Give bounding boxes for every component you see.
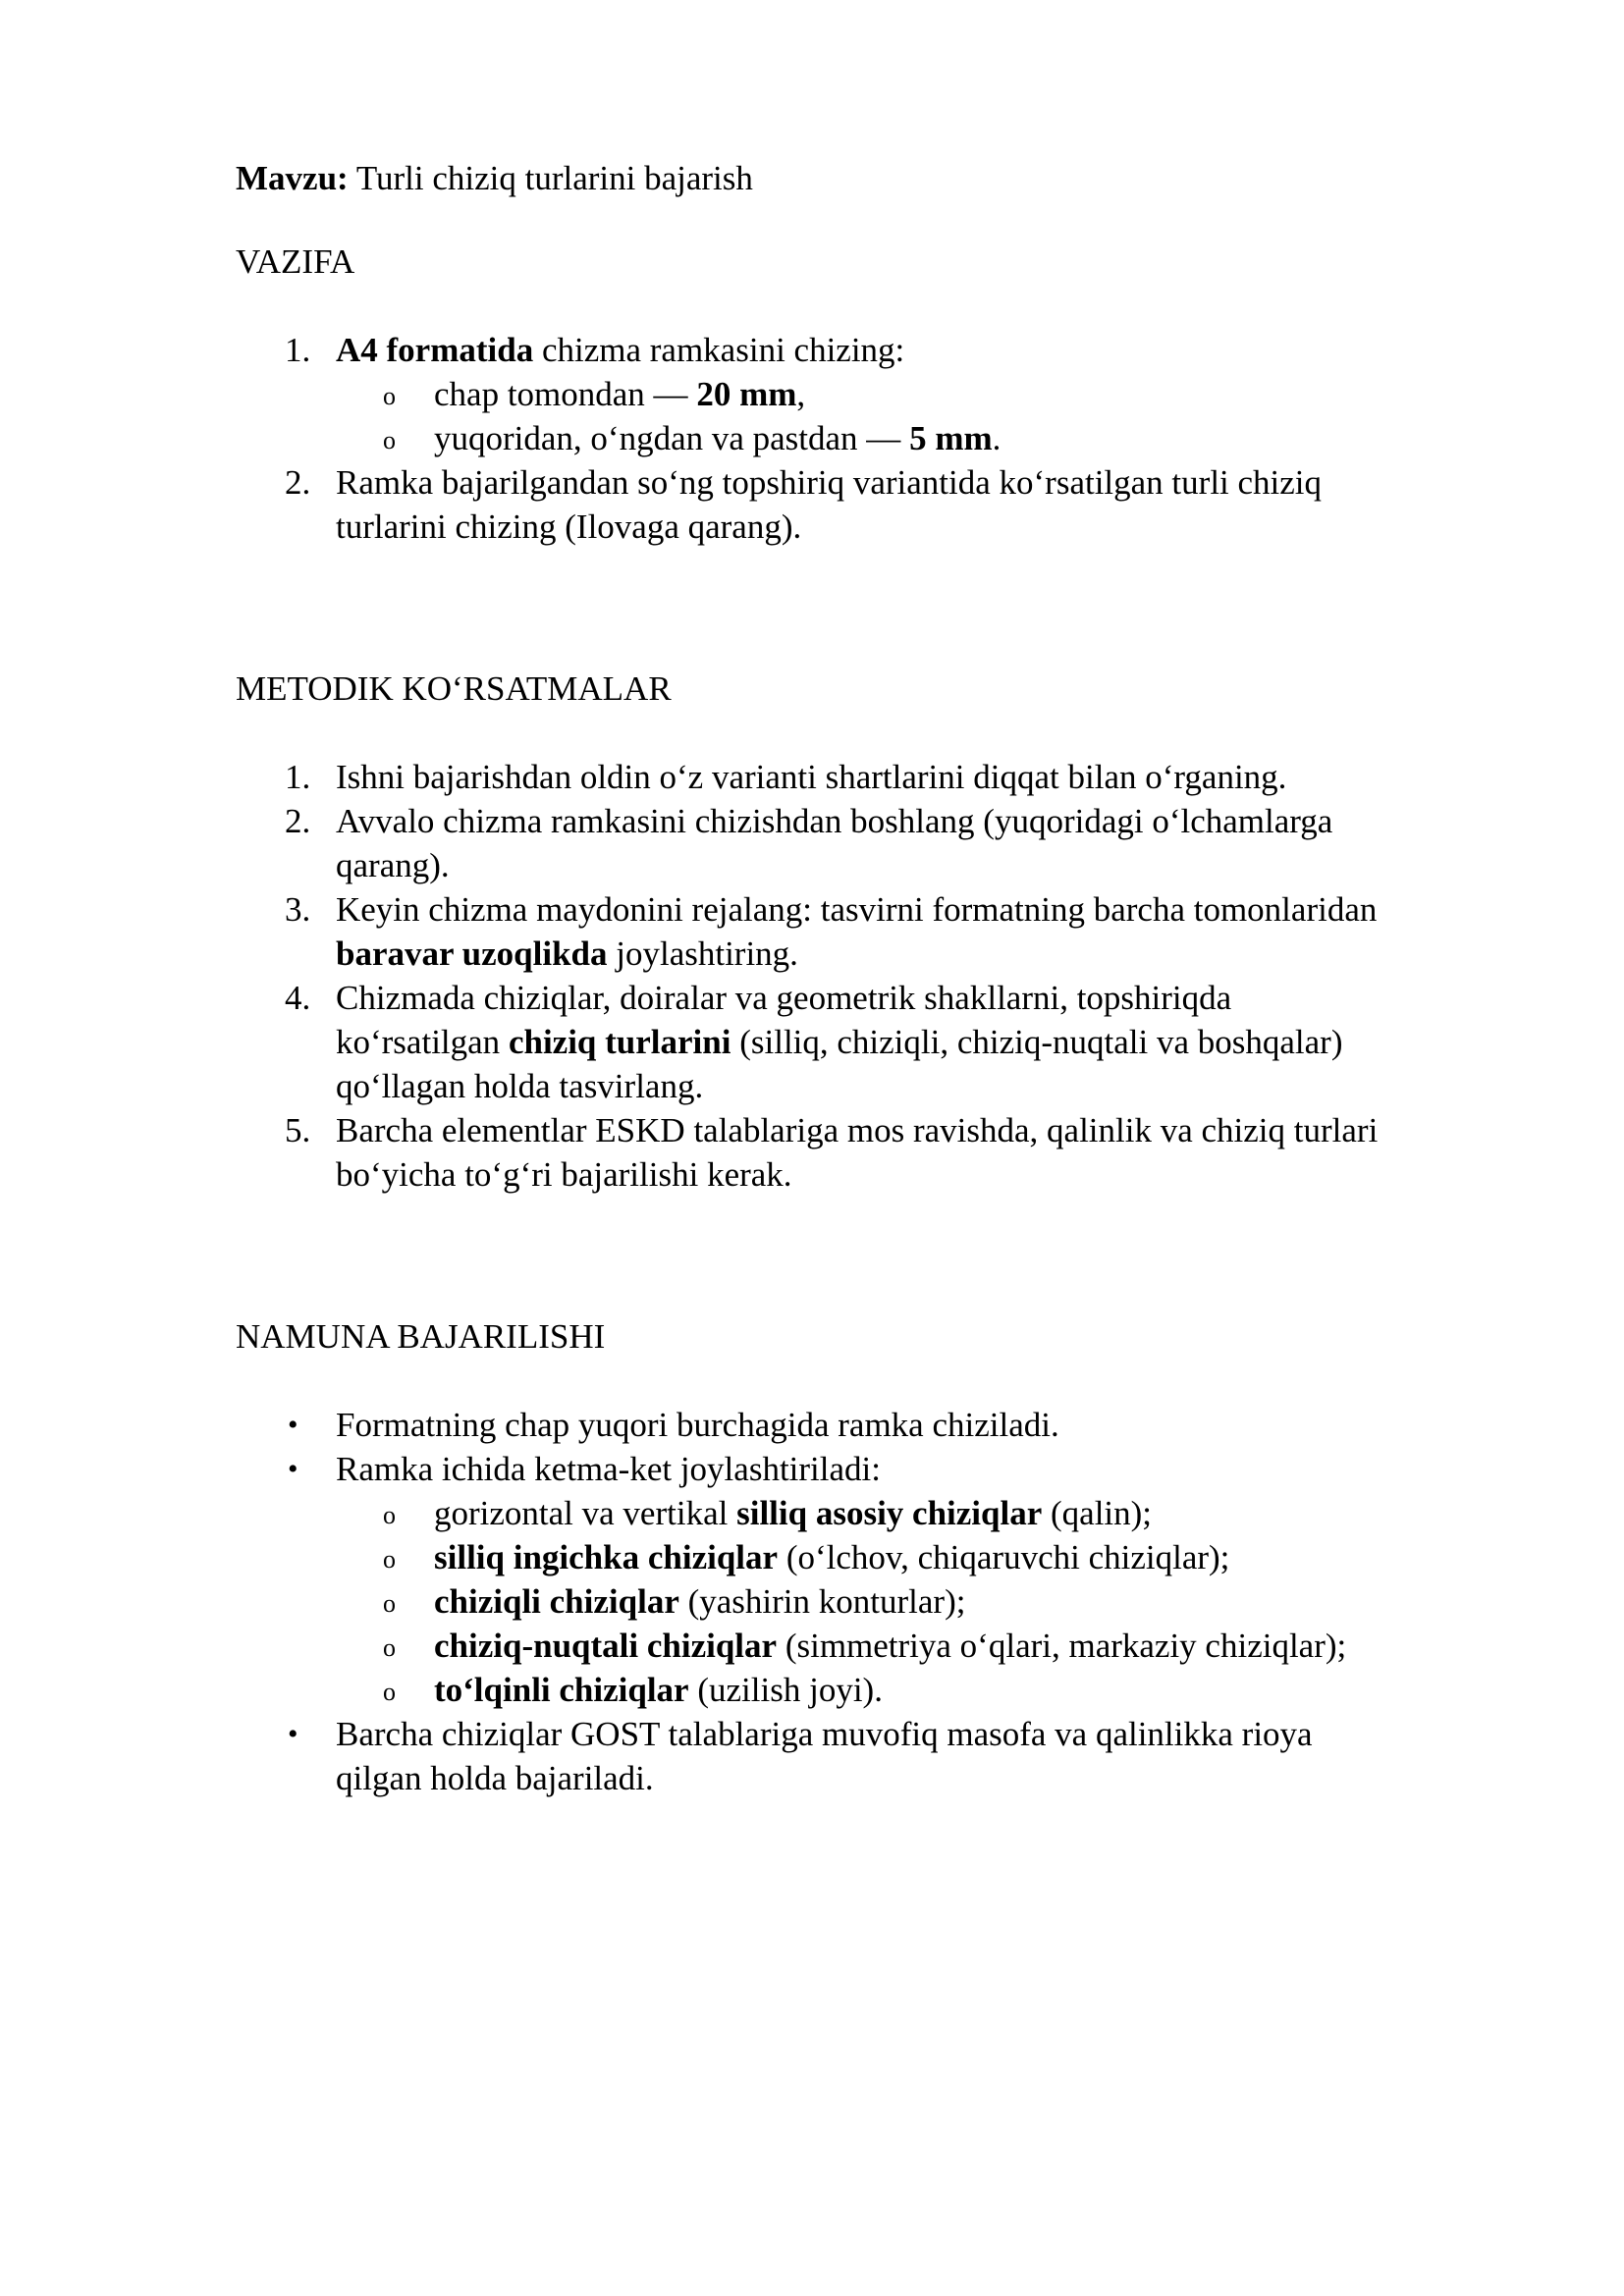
- namuna-sub1: [434, 1492, 1152, 1535]
- vazifa-sub2-bold: 5 mm: [909, 419, 993, 457]
- namuna-sub1-bold: silliq asosiy chiziqlar: [736, 1494, 1043, 1532]
- metodik-item2-number: 2.: [285, 802, 311, 840]
- vazifa-sub2-end: .: [992, 419, 1001, 457]
- namuna-bullet3-line1: Barcha chiziqlar GOST talablariga muvofiq masofa va qalinlikka rioya: [336, 1715, 1313, 1753]
- vazifa-sub1-end: ,: [796, 375, 806, 413]
- metodik-item3-bold: baravar uzoqlikda: [336, 934, 608, 973]
- namuna-bullet2: Ramka ichida ketma-ket joylashtiriladi:: [336, 1450, 881, 1488]
- vazifa-item1: [336, 329, 904, 372]
- metodik-item5-line2: bo‘yicha to‘g‘ri bajarilishi kerak.: [336, 1155, 792, 1194]
- vazifa-item2-line1: Ramka bajarilgandan so‘ng topshiriq variantida ko‘rsatilgan turli chiziq: [336, 463, 1323, 502]
- vazifa-sub1-marker: o: [383, 382, 396, 410]
- namuna-sub4-marker: o: [383, 1633, 396, 1662]
- metodik-item4-rest: (silliq, chiziqli, chiziq-nuqtali va boshqalar): [731, 1023, 1343, 1061]
- metodik-item2-line1: Avvalo chizma ramkasini chizishdan boshlang (yuqoridagi o‘lchamlarga: [336, 802, 1333, 840]
- vazifa-sub2: [434, 417, 1001, 460]
- namuna-sub1-rest: (qalin);: [1042, 1494, 1153, 1532]
- metodik-item4-line1: Chizmada chiziqlar, doiralar va geometrik shakllarni, topshiriqda: [336, 979, 1232, 1017]
- namuna-bullet1-marker: •: [288, 1409, 298, 1441]
- namuna-sub2: [434, 1536, 1229, 1579]
- metodik-item1-number: 1.: [285, 758, 311, 796]
- namuna-heading: NAMUNA BAJARILISHI: [236, 1317, 606, 1356]
- namuna-sub1-marker: o: [383, 1501, 396, 1529]
- vazifa-sub1: [434, 373, 805, 416]
- metodik-item3-number: 3.: [285, 890, 311, 929]
- vazifa-item2-number: 2.: [285, 463, 311, 502]
- vazifa-sub2-marker: o: [383, 426, 396, 454]
- metodik-item3-line2: [336, 933, 798, 976]
- namuna-sub2-rest: (o‘lchov, chiqaruvchi chiziqlar);: [778, 1538, 1230, 1576]
- vazifa-item1-text: chizma ramkasini chizing:: [533, 331, 905, 369]
- namuna-bullet3-line2: qilgan holda bajariladi.: [336, 1759, 654, 1797]
- metodik-item1-line1: Ishni bajarishdan oldin o‘z varianti shartlarini diqqat bilan o‘rganing.: [336, 758, 1287, 796]
- vazifa-heading: VAZIFA: [236, 242, 355, 281]
- metodik-item2-line2: qarang).: [336, 846, 450, 884]
- vazifa-item2-line2: turlarini chizing (Ilovaga qarang).: [336, 507, 802, 546]
- namuna-sub4-bold: chiziq-nuqtali chiziqlar: [434, 1627, 778, 1665]
- namuna-sub3-bold: chiziqli chiziqlar: [434, 1582, 679, 1621]
- metodik-item4-line2: [336, 1021, 1343, 1064]
- namuna-sub1-pre: gorizontal va vertikal: [434, 1494, 737, 1532]
- namuna-sub4: [434, 1625, 1346, 1668]
- metodik-item4-line3: qo‘llagan holda tasvirlang.: [336, 1067, 704, 1105]
- topic-line: [236, 157, 753, 200]
- vazifa-sub1-text: chap tomondan —: [434, 375, 697, 413]
- metodik-item4-pre: ko‘rsatilgan: [336, 1023, 509, 1061]
- vazifa-sub2-text: yuqoridan, o‘ngdan va pastdan —: [434, 419, 910, 457]
- topic-text: Turli chiziq turlarini bajarish: [348, 159, 753, 197]
- metodik-item4-bold: chiziq turlarini: [508, 1023, 731, 1061]
- metodik-item5-line1: Barcha elementlar ESKD talablariga mos ravishda, qalinlik va chiziq turlari: [336, 1111, 1379, 1149]
- vazifa-item1-number: 1.: [285, 331, 311, 369]
- namuna-sub3-rest: (yashirin konturlar);: [678, 1582, 966, 1621]
- metodik-heading: METODIK KO‘RSATMALAR: [236, 669, 672, 708]
- metodik-item3-line1: Keyin chizma maydonini rejalang: tasvirni formatning barcha tomonlaridan: [336, 890, 1378, 929]
- vazifa-sub1-bold: 20 mm: [696, 375, 797, 413]
- namuna-bullet3-marker: •: [288, 1718, 298, 1750]
- namuna-sub5: [434, 1669, 883, 1712]
- namuna-sub5-rest: (uzilish joyi).: [688, 1671, 883, 1709]
- namuna-sub5-marker: o: [383, 1678, 396, 1706]
- metodik-item5-number: 5.: [285, 1111, 311, 1149]
- namuna-sub2-marker: o: [383, 1545, 396, 1574]
- topic-label: Mavzu:: [236, 159, 349, 197]
- metodik-item3-rest: joylashtiring.: [607, 934, 798, 973]
- namuna-sub4-rest: (simmetriya o‘qlari, markaziy chiziqlar);: [777, 1627, 1347, 1665]
- namuna-bullet2-marker: •: [288, 1453, 298, 1485]
- namuna-sub5-bold: to‘lqinli chiziqlar: [434, 1671, 689, 1709]
- namuna-bullet1: Formatning chap yuqori burchagida ramka chiziladi.: [336, 1406, 1059, 1444]
- metodik-item4-number: 4.: [285, 979, 311, 1017]
- namuna-sub3: [434, 1580, 965, 1624]
- namuna-sub2-bold: silliq ingichka chiziqlar: [434, 1538, 779, 1576]
- vazifa-item1-bold: A4 formatida: [336, 331, 534, 369]
- namuna-sub3-marker: o: [383, 1589, 396, 1618]
